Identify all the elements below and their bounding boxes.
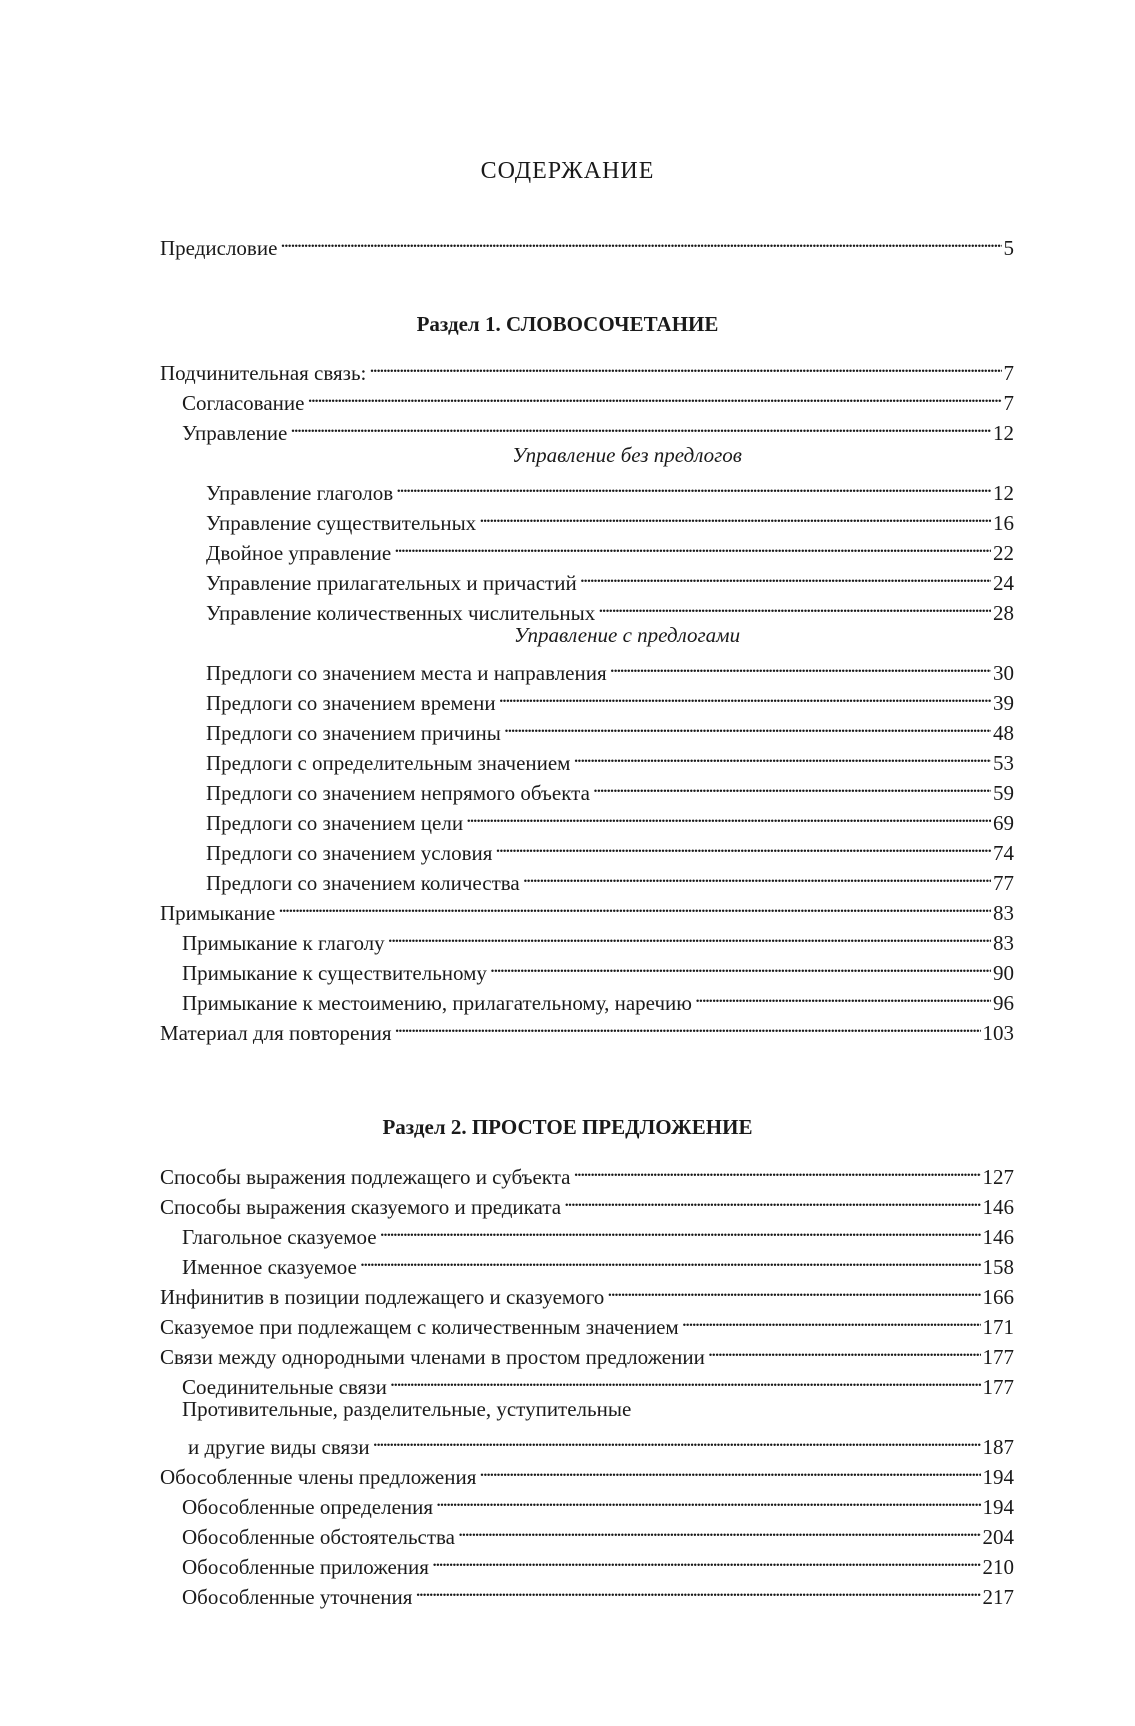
leader-dots — [394, 530, 991, 560]
toc-page-number: 177 — [982, 1375, 1014, 1399]
toc-label: Управление существительных — [206, 511, 477, 535]
leader-dots — [598, 590, 991, 620]
toc-page-number: 74 — [993, 841, 1014, 865]
toc-label: Предлоги со значением причины — [206, 721, 501, 745]
leader-dots — [360, 1244, 981, 1274]
toc-page-number: 83 — [993, 931, 1014, 955]
leader-dots — [436, 1484, 980, 1514]
leader-dots — [458, 1514, 981, 1544]
toc-page-number: 53 — [993, 751, 1014, 775]
subheading: Управление с предлогами — [513, 623, 741, 647]
toc-label: и другие виды связи — [188, 1435, 370, 1459]
toc-page-number: 59 — [993, 781, 1014, 805]
toc-label: Примыкание к существительному — [182, 961, 487, 985]
leader-dots — [504, 710, 991, 740]
toc-label: Подчинительная связь: — [160, 361, 367, 385]
leader-dots — [278, 890, 991, 920]
page-title: СОДЕРЖАНИЕ — [480, 158, 655, 184]
toc-row[interactable] — [160, 350, 1014, 385]
toc-label: Обособленные определения — [182, 1495, 434, 1519]
leader-dots — [390, 1364, 981, 1394]
toc-label: Двойное управление — [206, 541, 392, 565]
toc-label: Примыкание — [160, 901, 276, 925]
preface-entry — [160, 225, 1014, 260]
leader-dots — [290, 410, 991, 440]
leader-dots — [396, 470, 991, 500]
toc-page-number: 217 — [982, 1585, 1014, 1609]
toc-label: Связи между однородными членами в простом предложении — [160, 1345, 705, 1369]
toc-page-number: 7 — [1003, 361, 1014, 385]
leader-dots — [564, 1184, 980, 1214]
toc-page-number: 210 — [982, 1555, 1014, 1579]
toc-page-number: 204 — [982, 1525, 1014, 1549]
toc-page-number: 7 — [1003, 391, 1014, 415]
toc-page-number: 12 — [993, 421, 1014, 445]
toc-page-number: 194 — [982, 1495, 1014, 1519]
toc-page-number: 166 — [982, 1285, 1014, 1309]
leader-dots — [388, 920, 991, 950]
toc-label: Предлоги с определительным значением — [206, 751, 571, 775]
toc-label: Предлоги со значением количества — [206, 871, 520, 895]
leader-dots — [369, 350, 1001, 380]
leader-dots — [580, 560, 991, 590]
toc-label: Предлоги со значением непрямого объекта — [206, 781, 590, 805]
toc-label: Управление глаголов — [206, 481, 394, 505]
toc-label: Именное сказуемое — [182, 1255, 357, 1279]
leader-dots — [708, 1334, 981, 1364]
toc-page-number: 12 — [993, 481, 1014, 505]
toc-page-number: 24 — [993, 571, 1014, 595]
toc-page-number: 48 — [993, 721, 1014, 745]
toc-label: Обособленные члены предложения — [160, 1465, 477, 1489]
toc-label: Согласование — [182, 391, 305, 415]
leader-dots — [380, 1214, 981, 1244]
leader-dots — [607, 1274, 980, 1304]
toc-page-number: 69 — [993, 811, 1014, 835]
section-heading: Раздел 1. СЛОВОСОЧЕТАНИЕ — [416, 312, 719, 336]
toc-label: Способы выражения подлежащего и субъекта — [160, 1165, 571, 1189]
toc-label: Инфинитив в позиции подлежащего и сказуемого — [160, 1285, 605, 1309]
leader-dots — [573, 740, 991, 770]
section2-list — [160, 1154, 1014, 1609]
leader-dots — [610, 650, 991, 680]
leader-dots — [466, 800, 991, 830]
leader-dots — [523, 860, 991, 890]
leader-dots — [573, 1154, 980, 1184]
toc-page-number: 96 — [993, 991, 1014, 1015]
toc-page-number: 103 — [982, 1021, 1014, 1045]
toc-row[interactable] — [160, 920, 1014, 955]
leader-dots — [495, 830, 991, 860]
section-heading: Раздел 2. ПРОСТОЕ ПРЕДЛОЖЕНИЕ — [382, 1115, 753, 1139]
toc-page-number: 83 — [993, 901, 1014, 925]
subheading: Управление без предлогов — [512, 443, 742, 467]
leader-dots — [432, 1544, 981, 1574]
leader-dots — [490, 950, 991, 980]
toc-label: Соединительные связи — [182, 1375, 387, 1399]
leader-dots — [695, 980, 991, 1010]
leader-dots — [307, 380, 1001, 410]
leader-dots — [479, 500, 991, 530]
toc-label: Обособленные уточнения — [182, 1585, 413, 1609]
toc-page-number: 194 — [982, 1465, 1014, 1489]
toc-label: Способы выражения сказуемого и предиката — [160, 1195, 562, 1219]
toc-label-line[interactable]: Противительные, разделительные, уступительные — [182, 1397, 632, 1421]
section1-list — [160, 350, 1014, 1045]
toc-label: Обособленные обстоятельства — [182, 1525, 455, 1549]
toc-page-number: 77 — [993, 871, 1014, 895]
toc-page-number: 158 — [982, 1255, 1014, 1279]
toc-label: Сказуемое при подлежащем с количественным значением — [160, 1315, 679, 1339]
leader-dots — [373, 1424, 981, 1454]
leader-dots — [682, 1304, 981, 1334]
leader-dots — [280, 225, 1001, 255]
toc-page-number: 39 — [993, 691, 1014, 715]
toc-page-number: 90 — [993, 961, 1014, 985]
toc-row[interactable] — [160, 1424, 1014, 1459]
toc-label: Примыкание к глаголу — [182, 931, 385, 955]
toc-row[interactable] — [160, 650, 1014, 685]
toc-label: Предлоги со значением условия — [206, 841, 493, 865]
toc-label: Глагольное сказуемое — [182, 1225, 377, 1249]
toc-label: Примыкание к местоимению, прилагательному, наречию — [182, 991, 692, 1015]
leader-dots — [479, 1454, 980, 1484]
toc-label: Управление количественных числительных — [206, 601, 596, 625]
toc-page-number: 16 — [993, 511, 1014, 535]
leader-dots — [394, 1010, 980, 1040]
toc-row[interactable] — [160, 470, 1014, 505]
toc-label: Предлоги со значением времени — [206, 691, 496, 715]
toc-row[interactable] — [160, 1154, 1014, 1189]
toc-label: Предлоги со значением цели — [206, 811, 464, 835]
toc-page-number: 28 — [993, 601, 1014, 625]
toc-page-number: 146 — [982, 1195, 1014, 1219]
toc-page-number: 171 — [982, 1315, 1014, 1339]
toc-label: Обособленные приложения — [182, 1555, 429, 1579]
toc-page-number: 22 — [993, 541, 1014, 565]
toc-page-number: 5 — [1003, 236, 1014, 260]
toc-row[interactable] — [160, 890, 1014, 925]
leader-dots — [499, 680, 991, 710]
leader-dots — [415, 1574, 980, 1604]
toc-label: Предисловие — [160, 236, 278, 260]
toc-label: Материал для повторения — [160, 1021, 392, 1045]
toc-label: Управление — [182, 421, 288, 445]
toc-page-number: 127 — [982, 1165, 1014, 1189]
toc-page-number: 177 — [982, 1345, 1014, 1369]
toc-row[interactable] — [160, 225, 1014, 260]
toc-label: Управление прилагательных и причастий — [206, 571, 577, 595]
toc-page-number: 146 — [982, 1225, 1014, 1249]
leader-dots — [593, 770, 991, 800]
toc-page-number: 187 — [982, 1435, 1014, 1459]
toc-label: Предлоги со значением места и направления — [206, 661, 607, 685]
toc-page-number: 30 — [993, 661, 1014, 685]
